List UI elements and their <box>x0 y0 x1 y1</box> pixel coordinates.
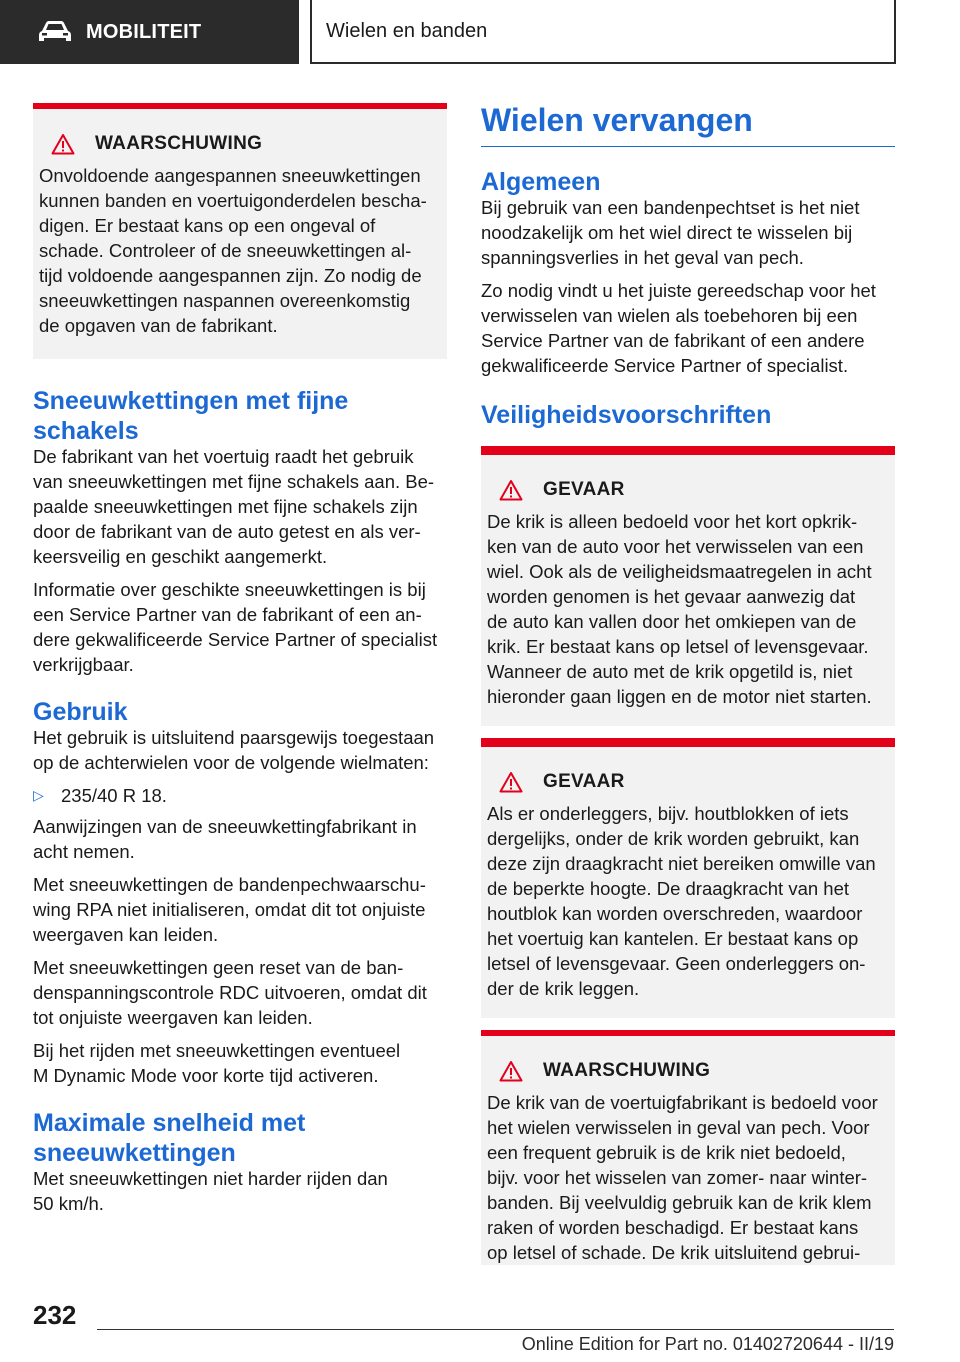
paragraph: Met sneeuwkettingen niet harder rijden dan 50 km/h. <box>33 1168 388 1214</box>
warning-text: Onvoldoende aangespannen sneeuwkettingen kunnen banden en voertuigonderdelen bescha‐ digen. Er bestaat kans op een ongeval of schade. Controleer of de sneeuwkettingen al‐ tijd voldoende aangespannen zijn. Zo nodig de sneeuwkettingen naspannen overeenkomstig de opgaven van de fabrikant. <box>39 165 427 336</box>
paragraph: Zo nodig vindt u het juiste gereedschap voor het verwisselen van wielen als toebehoren bij een Service Partner van de fabrikant of een andere gekwalificeerde Service Partner of specialist. <box>481 280 876 376</box>
warning-triangle-icon <box>499 771 523 793</box>
page-number: 232 <box>33 1300 77 1330</box>
page-title: Wielen vervangen <box>481 100 895 147</box>
danger-box <box>481 738 895 1018</box>
paragraph: Met sneeuwkettingen geen reset van de ban‐ denspanningscontrole RDC uitvoeren, omdat dit tot onjuiste weergaven kan leiden. <box>33 957 427 1028</box>
warning-triangle-icon <box>499 1060 523 1082</box>
danger-text: De krik is alleen bedoeld voor het kort opkrik‐ ken van de auto voor het verwisselen van een wiel. Ook als de veiligheidsmaatregelen in acht worden genomen is het gevaar aanwezig dat de auto kan vallen door het omkiepen van de krik. Er bestaat kans op letsel of levensgevaar. Wanneer de auto met de krik opgetild is, niet hieronder gaan liggen en de motor niet starten. <box>487 511 872 707</box>
chapter-label: Wielen en banden <box>326 19 488 42</box>
heading-use: Gebruik <box>33 698 128 726</box>
list-item: ▷ 235/40 R 18. <box>33 785 167 806</box>
right-column <box>481 100 895 1265</box>
bullet-marker: ▷ <box>33 787 44 803</box>
heading-general: Algemeen <box>481 168 601 196</box>
paragraph: Aanwijzingen van de sneeuwkettingfabrikant in acht nemen. <box>33 816 417 862</box>
section-label: MOBILITEIT <box>86 20 202 43</box>
heading-fine-chains: Sneeuwkettingen met fijne schakels <box>33 387 349 445</box>
heading-max-speed: Maximale snelheid met sneeuwkettingen <box>33 1109 306 1167</box>
footer-divider <box>97 1329 894 1330</box>
warning-box <box>481 1030 895 1265</box>
warning-title: WAARSCHUWING <box>543 1060 711 1081</box>
danger-title: GEVAAR <box>543 479 625 500</box>
danger-box <box>481 446 895 726</box>
warning-triangle-icon <box>51 133 75 155</box>
warning-triangle-icon <box>499 479 523 501</box>
chapter-tab[interactable] <box>310 0 896 64</box>
section-tab[interactable] <box>0 0 299 64</box>
danger-text: Als er onderleggers, bijv. houtblokken of iets dergelijks, onder de krik worden gebruikt, kan deze zijn draagkracht niet bereiken omwille van de beperkte hoogte. De draagkracht van het houtblok kan worden overschreden, waardoor het voertuig kan kantelen. Er bestaat kans op letsel of levensgevaar. Geen onderleggers on‐ der de krik leggen. <box>487 803 876 999</box>
warning-box <box>33 103 447 359</box>
danger-title: GEVAAR <box>543 771 625 792</box>
heading-safety: Veiligheidsvoorschriften <box>481 401 772 429</box>
left-column <box>33 103 447 1216</box>
car-icon <box>38 20 72 44</box>
paragraph: Bij het rijden met sneeuwkettingen eventueel M Dynamic Mode voor korte tijd activeren. <box>33 1040 401 1086</box>
paragraph: Bij gebruik van een bandenpechtset is het niet noodzakelijk om het wiel direct te wisselen bij spanningsverlies in het geval van pech. <box>481 197 860 268</box>
paragraph: Het gebruik is uitsluitend paarsgewijs toegestaan op de achterwielen voor de volgende wielmaten: <box>33 727 435 773</box>
warning-title: WAARSCHUWING <box>95 133 263 154</box>
paragraph: Met sneeuwkettingen de bandenpechwaarschu‐ wing RPA niet initialiseren, omdat dit tot onjuiste weergaven kan leiden. <box>33 874 426 945</box>
footer-edition: Online Edition for Part no. 01402720644 - II/19 <box>521 1334 894 1354</box>
warning-text: De krik van de voertuigfabrikant is bedoeld voor het wielen verwisselen in geval van pech. Voor een frequent gebruik is de krik niet bedoeld, bijv. voor het wisselen van zomer- naar winter‐ banden. Bij veelvuldig gebruik kan de krik klem raken of worden beschadigd. Er bestaat kans op letsel of schade. De krik uitsluitend gebrui‐ <box>487 1092 878 1263</box>
paragraph: Informatie over geschikte sneeuwkettingen is bij een Service Partner van de fabrikant of een an‐ dere gekwalificeerde Service Partner of specialist verkrijgbaar. <box>33 579 438 675</box>
paragraph: De fabrikant van het voertuig raadt het gebruik van sneeuwkettingen met fijne schakels aan. Be‐ paalde sneeuwkettingen met fijne schakels zijn door de fabrikant van de auto getest en als ver‐ keersveilig en geschikt aangemerkt. <box>33 446 435 567</box>
